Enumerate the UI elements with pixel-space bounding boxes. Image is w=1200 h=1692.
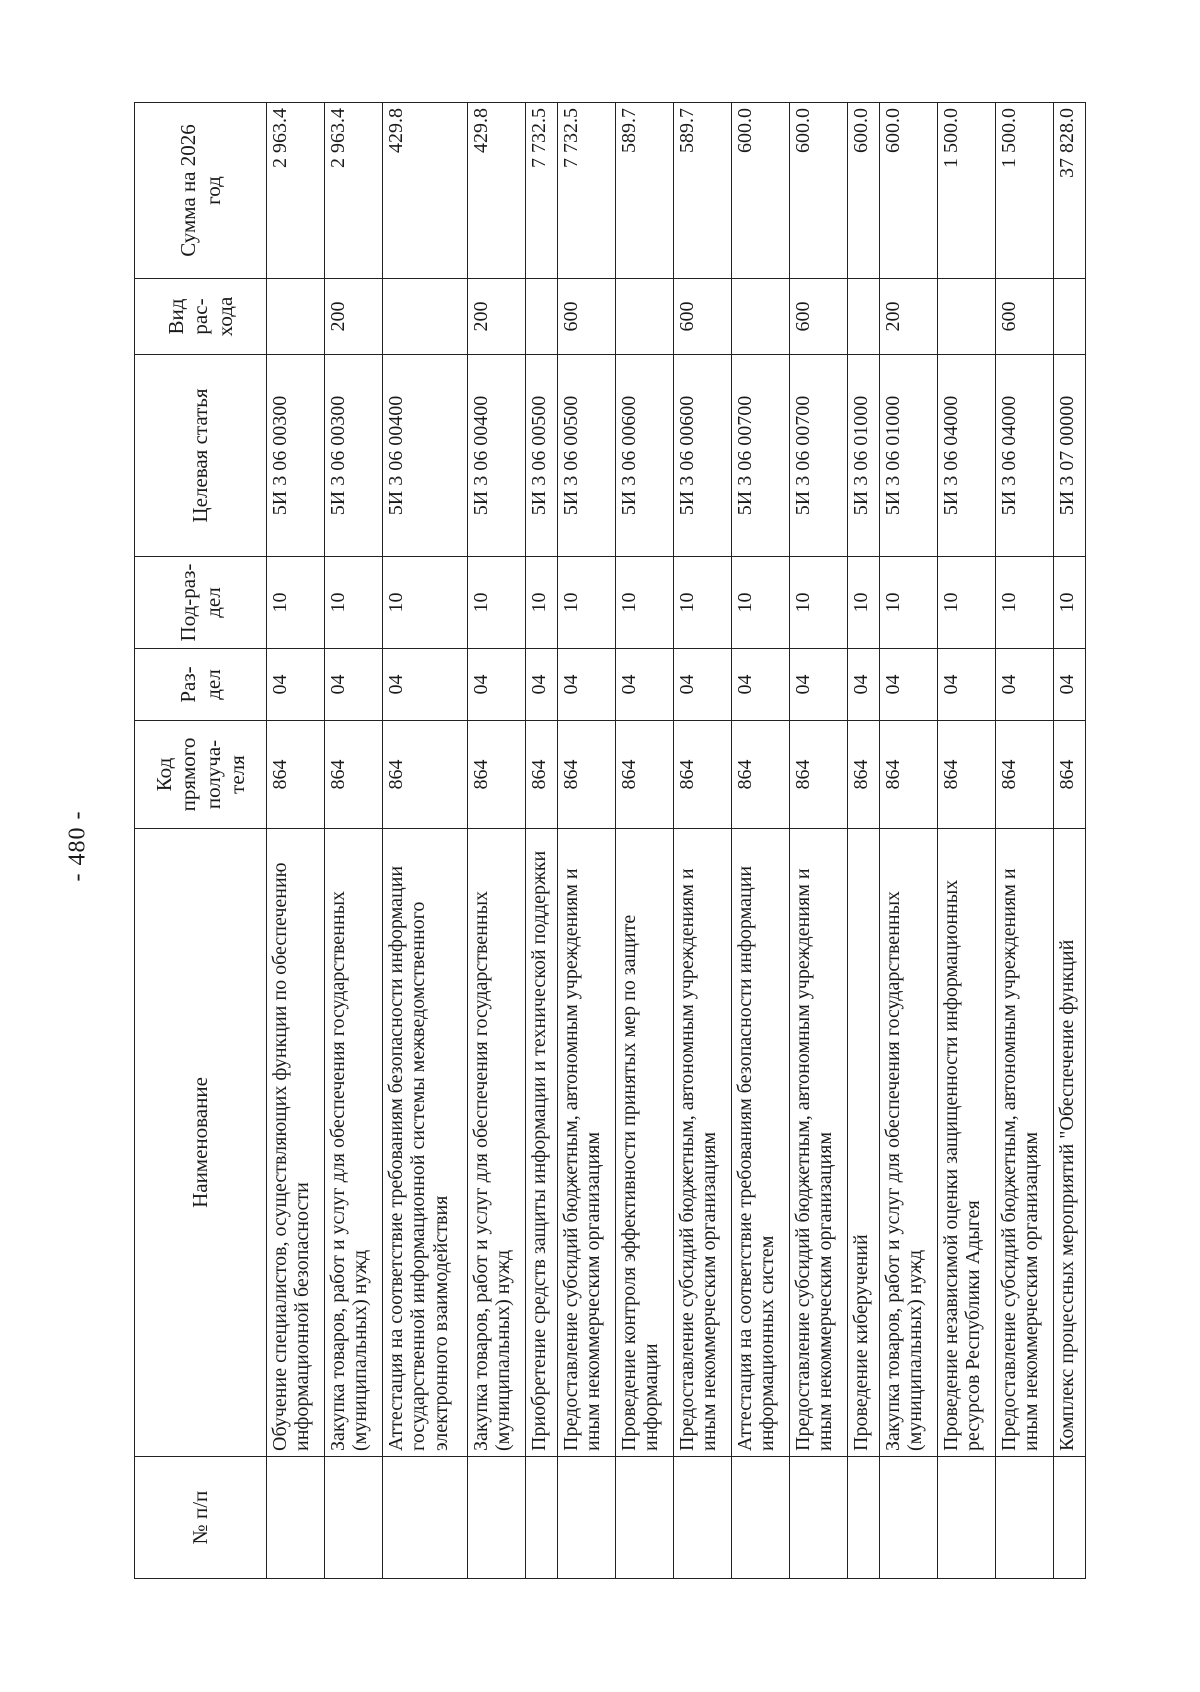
expense-cell: 200 — [880, 279, 938, 355]
code-cell: 864 — [848, 721, 880, 829]
header-subsection: Под-раз-дел — [135, 557, 267, 649]
table-body — [267, 103, 1086, 1579]
subsection-cell: 10 — [996, 557, 1054, 649]
expense-cell: 600 — [674, 279, 732, 355]
code-cell: 864 — [674, 721, 732, 829]
amount-cell: 429.8 — [383, 103, 468, 279]
target-cell: 5И 3 07 00000 — [1054, 355, 1086, 557]
num-cell — [996, 1457, 1054, 1579]
num-cell — [558, 1457, 616, 1579]
section-cell: 04 — [526, 649, 558, 721]
target-cell: 5И 3 06 00600 — [674, 355, 732, 557]
code-cell: 864 — [616, 721, 674, 829]
subsection-cell: 10 — [383, 557, 468, 649]
section-cell: 04 — [848, 649, 880, 721]
amount-cell: 600.0 — [790, 103, 848, 279]
subsection-cell: 10 — [732, 557, 790, 649]
name-cell: Предоставление субсидий бюджетным, автономным учреждениям и иным некоммерческим организациям — [558, 829, 616, 1457]
table-row — [267, 103, 325, 1579]
code-cell: 864 — [996, 721, 1054, 829]
expense-cell — [526, 279, 558, 355]
amount-cell: 589.7 — [616, 103, 674, 279]
name-cell: Проведение независимой оценки защищенности информационных ресурсов Республики Адыгея — [938, 829, 996, 1457]
header-target: Целевая статья — [135, 355, 267, 557]
table-row — [674, 103, 732, 1579]
amount-cell: 7 732.5 — [526, 103, 558, 279]
name-cell: Обучение специалистов, осуществляющих функции по обеспечению информационной безопасности — [267, 829, 325, 1457]
subsection-cell: 10 — [1054, 557, 1086, 649]
code-cell: 864 — [880, 721, 938, 829]
table-row — [526, 103, 558, 1579]
budget-table — [134, 102, 1086, 1579]
table-row — [996, 103, 1054, 1579]
table-row — [1054, 103, 1086, 1579]
section-cell: 04 — [325, 649, 383, 721]
num-cell — [880, 1457, 938, 1579]
table-row — [383, 103, 468, 1579]
code-cell: 864 — [790, 721, 848, 829]
target-cell: 5И 3 06 00400 — [383, 355, 468, 557]
subsection-cell: 10 — [616, 557, 674, 649]
section-cell: 04 — [880, 649, 938, 721]
name-cell: Аттестация на соответствие требованиям безопасности информации информационных систем — [732, 829, 790, 1457]
target-cell: 5И 3 06 00400 — [468, 355, 526, 557]
code-cell: 864 — [267, 721, 325, 829]
header-code: Код прямого получа-теля — [135, 721, 267, 829]
expense-cell: 600 — [996, 279, 1054, 355]
section-cell: 04 — [383, 649, 468, 721]
num-cell — [790, 1457, 848, 1579]
expense-cell — [1054, 279, 1086, 355]
num-cell — [938, 1457, 996, 1579]
section-cell: 04 — [468, 649, 526, 721]
target-cell: 5И 3 06 00300 — [325, 355, 383, 557]
name-cell: Предоставление субсидий бюджетным, автономным учреждениям и иным некоммерческим организациям — [790, 829, 848, 1457]
num-cell — [383, 1457, 468, 1579]
expense-cell — [938, 279, 996, 355]
header-section: Раз-дел — [135, 649, 267, 721]
subsection-cell: 10 — [267, 557, 325, 649]
table-row — [616, 103, 674, 1579]
amount-cell: 2 963.4 — [325, 103, 383, 279]
amount-cell: 600.0 — [848, 103, 880, 279]
name-cell: Закупка товаров, работ и услуг для обеспечения государственных (муниципальных) нужд — [468, 829, 526, 1457]
section-cell: 04 — [674, 649, 732, 721]
header-name: Наименование — [135, 829, 267, 1457]
target-cell: 5И 3 06 00600 — [616, 355, 674, 557]
code-cell: 864 — [325, 721, 383, 829]
name-cell: Проведение киберучений — [848, 829, 880, 1457]
name-cell: Закупка товаров, работ и услуг для обеспечения государственных (муниципальных) нужд — [325, 829, 383, 1457]
amount-cell: 589.7 — [674, 103, 732, 279]
num-cell — [848, 1457, 880, 1579]
num-cell — [526, 1457, 558, 1579]
expense-cell — [732, 279, 790, 355]
subsection-cell: 10 — [938, 557, 996, 649]
section-cell: 04 — [1054, 649, 1086, 721]
num-cell — [468, 1457, 526, 1579]
subsection-cell: 10 — [848, 557, 880, 649]
amount-cell: 2 963.4 — [267, 103, 325, 279]
table-row — [325, 103, 383, 1579]
table-row — [938, 103, 996, 1579]
amount-cell: 1 500.0 — [996, 103, 1054, 279]
expense-cell — [267, 279, 325, 355]
amount-cell: 600.0 — [732, 103, 790, 279]
table-row — [558, 103, 616, 1579]
subsection-cell: 10 — [526, 557, 558, 649]
target-cell: 5И 3 06 00700 — [790, 355, 848, 557]
name-cell: Комплекс процессных мероприятий "Обеспечение функций — [1054, 829, 1086, 1457]
subsection-cell: 10 — [468, 557, 526, 649]
header-amount: Сумма на 2026 год — [135, 103, 267, 279]
expense-cell: 600 — [790, 279, 848, 355]
code-cell: 864 — [732, 721, 790, 829]
section-cell: 04 — [732, 649, 790, 721]
subsection-cell: 10 — [674, 557, 732, 649]
subsection-cell: 10 — [880, 557, 938, 649]
name-cell: Проведение контроля эффективности принятых мер по защите информации — [616, 829, 674, 1457]
name-cell: Аттестация на соответствие требованиям безопасности информации государственной информационной системы межведомственного электронного взаимодействия — [383, 829, 468, 1457]
subsection-cell: 10 — [790, 557, 848, 649]
section-cell: 04 — [558, 649, 616, 721]
table-row — [468, 103, 526, 1579]
num-cell — [325, 1457, 383, 1579]
table-row — [790, 103, 848, 1579]
code-cell: 864 — [558, 721, 616, 829]
name-cell: Закупка товаров, работ и услуг для обеспечения государственных (муниципальных) нужд — [880, 829, 938, 1457]
subsection-cell: 10 — [325, 557, 383, 649]
section-cell: 04 — [616, 649, 674, 721]
amount-cell: 429.8 — [468, 103, 526, 279]
expense-cell — [383, 279, 468, 355]
budget-table-container — [134, 103, 1078, 1579]
code-cell: 864 — [526, 721, 558, 829]
amount-cell: 600.0 — [880, 103, 938, 279]
expense-cell: 200 — [325, 279, 383, 355]
target-cell: 5И 3 06 00300 — [267, 355, 325, 557]
amount-cell: 7 732.5 — [558, 103, 616, 279]
expense-cell: 200 — [468, 279, 526, 355]
table-row — [880, 103, 938, 1579]
num-cell — [674, 1457, 732, 1579]
num-cell — [732, 1457, 790, 1579]
num-cell — [616, 1457, 674, 1579]
expense-cell: 600 — [558, 279, 616, 355]
table-row — [732, 103, 790, 1579]
name-cell: Предоставление субсидий бюджетным, автономным учреждениям и иным некоммерческим организациям — [674, 829, 732, 1457]
header-expense: Вид рас-хода — [135, 279, 267, 355]
target-cell: 5И 3 06 04000 — [996, 355, 1054, 557]
target-cell: 5И 3 06 04000 — [938, 355, 996, 557]
name-cell: Предоставление субсидий бюджетным, автономным учреждениям и иным некоммерческим организациям — [996, 829, 1054, 1457]
subsection-cell: 10 — [558, 557, 616, 649]
section-cell: 04 — [996, 649, 1054, 721]
section-cell: 04 — [790, 649, 848, 721]
page-number: - 480 - — [64, 810, 91, 882]
num-cell — [267, 1457, 325, 1579]
code-cell: 864 — [938, 721, 996, 829]
target-cell: 5И 3 06 00500 — [526, 355, 558, 557]
amount-cell: 1 500.0 — [938, 103, 996, 279]
code-cell: 864 — [383, 721, 468, 829]
num-cell — [1054, 1457, 1086, 1579]
target-cell: 5И 3 06 01000 — [880, 355, 938, 557]
header-num: № п/п — [135, 1457, 267, 1579]
code-cell: 864 — [1054, 721, 1086, 829]
amount-cell: 37 828.0 — [1054, 103, 1086, 279]
section-cell: 04 — [267, 649, 325, 721]
table-header-row — [135, 103, 267, 1579]
expense-cell — [848, 279, 880, 355]
target-cell: 5И 3 06 01000 — [848, 355, 880, 557]
section-cell: 04 — [938, 649, 996, 721]
expense-cell — [616, 279, 674, 355]
table-row — [848, 103, 880, 1579]
target-cell: 5И 3 06 00700 — [732, 355, 790, 557]
code-cell: 864 — [468, 721, 526, 829]
target-cell: 5И 3 06 00500 — [558, 355, 616, 557]
name-cell: Приобретение средств защиты информации и технической поддержки — [526, 829, 558, 1457]
